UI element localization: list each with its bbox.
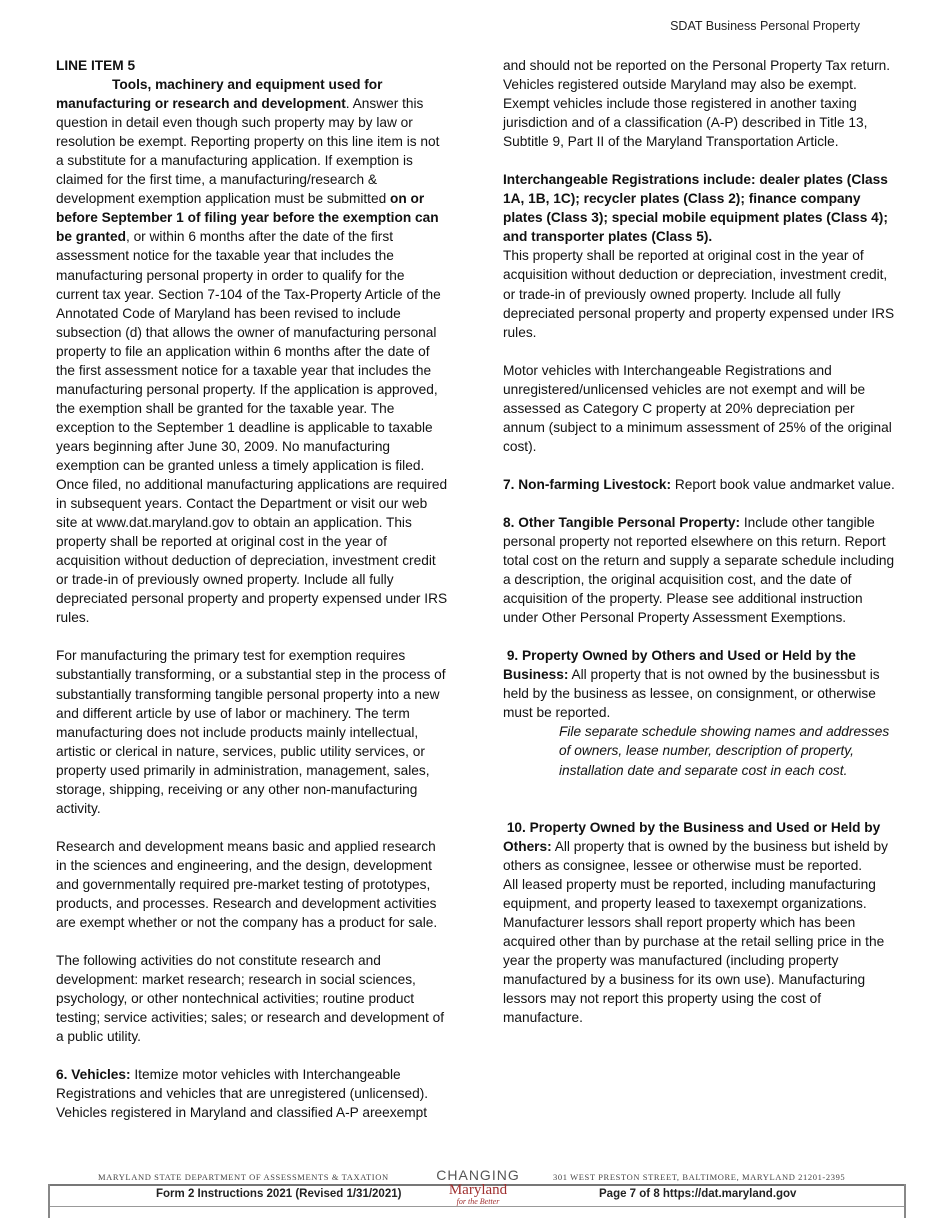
item7-text: Report book value andmarket value. [671,476,895,492]
logo-maryland: Maryland [448,1182,508,1198]
interchangeable-heading [503,170,895,246]
item10-paragraph [503,818,895,875]
research-paragraph: Research and development means basic and applied research in the sciences and engineering, and the design, development and governmentally required pre-market testing of prototypes, products, and processes. Research and development activities are exempt whether or not the company has a product for sale. [56,838,438,931]
item5-deadline: on or before September 1 of filing year before the exemption can be granted [56,191,439,245]
item8-paragraph [503,513,895,627]
manufacturing-paragraph: For manufacturing the primary test for exemption requires substantially transforming, or a substantial step in the process of substantially transforming tangible personal property into a new and different article by use of labor or machinery. The term manufacturing does not include products mainly intellectual, artistic or clerical in nature, services, public utility services, or property used primarily in administration, management, sales, storage, shipping, receiving or any other non-manufacturing activity. [56,648,446,816]
item6-paragraph [56,1065,448,1122]
footer-agency: MARYLAND STATE DEPARTMENT OF ASSESSMENTS & TAXATION [98,1172,389,1182]
leased-property-paragraph: All leased property must be reported, including manufacturing equipment, and property leased to taxexempt organizations. [503,876,876,911]
changing-maryland-logo [428,1167,528,1206]
page-footer [48,1167,906,1217]
interchangeable-bold: Interchangeable Registrations include: dealer plates (Class 1A, 1B, 1C); recycler plates (Class 2); finance company plates (Class 3); special mobile equipment plates (Class 4); and transporter plates (Class 5). [503,172,888,245]
not-research-paragraph: The following activities do not constitute research and development: market research; research in social sciences, psychology, or other nontechnical activities; routine product testing; service activities; sales; or research and development of a public utility. [56,953,445,1045]
item5-paragraph [56,75,448,627]
left-column [56,56,448,1122]
item9-label: 9. Property Owned by Others and Used or Held by the Business: [503,648,856,683]
item7-paragraph [503,475,895,494]
page-header: SDAT Business Personal Property [670,19,860,33]
footer-address: 301 WEST PRESTON STREET, BALTIMORE, MARYLAND 21201-2395 [553,1172,846,1182]
footer-form-id: Form 2 Instructions 2021 (Revised 1/31/2021) [156,1188,402,1200]
footer-rule-lower [48,1206,906,1207]
item7-label: 7. Non-farming Livestock: [503,476,672,492]
item5-heading: Tools, machinery and equipment used for manufacturing or research and development [56,77,383,112]
item9-paragraph [503,646,895,722]
vehicles-continued: and should not be reported on the Personal Property Tax return. Vehicles registered outside Maryland may also be exempt. Exempt vehicles include those registered in another taxing jurisdiction and of a classification (A-P) described in Title 13, Subtitle 9, Part II of the Maryland Transportation Article. [503,58,891,150]
item9-italic-note: File separate schedule showing names and addresses of owners, lease number, description of property, installation date and separate cost in each cost. [559,724,890,778]
manufacturer-lessors-paragraph: Manufacturer lessors shall report property which has been acquired other than by purchase at the retail selling price in the year the property was manufactured (including property manufactured by a business for its own use). Manufacturing lessors may not report this property using the cost of manufacture. [503,914,885,1026]
item10-label: 10. Property Owned by the Business and Used or Held by Others: [503,819,881,854]
item8-text: Include other tangible personal property not reported elsewhere on this return. Report total cost on the return and supply a separate schedule including a description, the original acquisition cost, and the date of acquisition of the property. Please see additional instruction under Other Personal Property Assessment Exemptions. [503,514,895,626]
footer-left-bar [48,1184,50,1218]
item5-text-cont: , or within 6 months after the date of the first assessment notice for the taxable year that includes the manufacturing personal property in order to qualify for the current tax year. Section 7-104 of the Tax-Property Article of the Annotated Code of Maryland has been revised to include subsection (d) that allows the owner of manufacturing personal property to file an application within 6 months after the date of the first assessment notice for a taxable year that includes the manufacturing personal property. If the application is approved, the exemption shall be granted for the taxable year. The exception to the September 1 deadline is applicable to taxable years beginning after June 30, 2009. No manufacturing exemption can be granted unless a timely application is filed. Once filed, no additional manufacturing applications are required in subsequent years. Contact the Department or visit our web site at www.dat.maryland.gov to obtain an application. This property shall be reported at original cost in the year of acquisition without deduction of depreciation, investment credit or trade-in of previously owned property. Include all fully depreciated personal property and property expensed under IRS rules. [56,229,448,626]
right-column [503,56,895,1027]
item6-label: 6. Vehicles: [56,1067,131,1083]
item10-text: All property that is owned by the business but isheld by others as consignee, lessee or otherwise must be reported. [503,838,888,873]
footer-page-info: Page 7 of 8 https://dat.maryland.gov [599,1188,797,1200]
item6-text: Itemize motor vehicles with Interchangeable Registrations and vehicles that are unregistered (unlicensed). Vehicles registered in Maryland and classified A-P areexempt [56,1067,429,1121]
logo-changing: CHANGING [436,1167,520,1183]
line-item-title: LINE ITEM 5 [56,58,136,73]
interchangeable-paragraph: This property shall be reported at original cost in the year of acquisition without deduction or depreciation, investment credit, or trade-in of previously owned property. Include all fully depreciated personal property and property expensed under IRS rules. [503,248,895,340]
item9-text: All property that is not owned by the businessbut is held by the business as lessee, on consignment, or otherwise must be reported. [503,667,880,721]
item8-label: 8. Other Tangible Personal Property: [503,514,741,530]
item5-text: . Answer this question in detail even though such property may by law or resolution be exempt. Reporting property on this line item is not a substitute for a manufacturing application. If exemption is claimed for the first time, a manufacturing/research & development exemption application must be submitted [56,96,440,207]
logo-tagline: for the Better [456,1197,500,1206]
footer-right-bar [904,1184,906,1218]
motor-vehicles-paragraph: Motor vehicles with Interchangeable Registrations and unregistered/unlicensed vehicles are not exempt and will be assessed as Category C property at 20% depreciation per annum (subject to a minimum assessment of 25% of the original cost). [503,362,892,454]
